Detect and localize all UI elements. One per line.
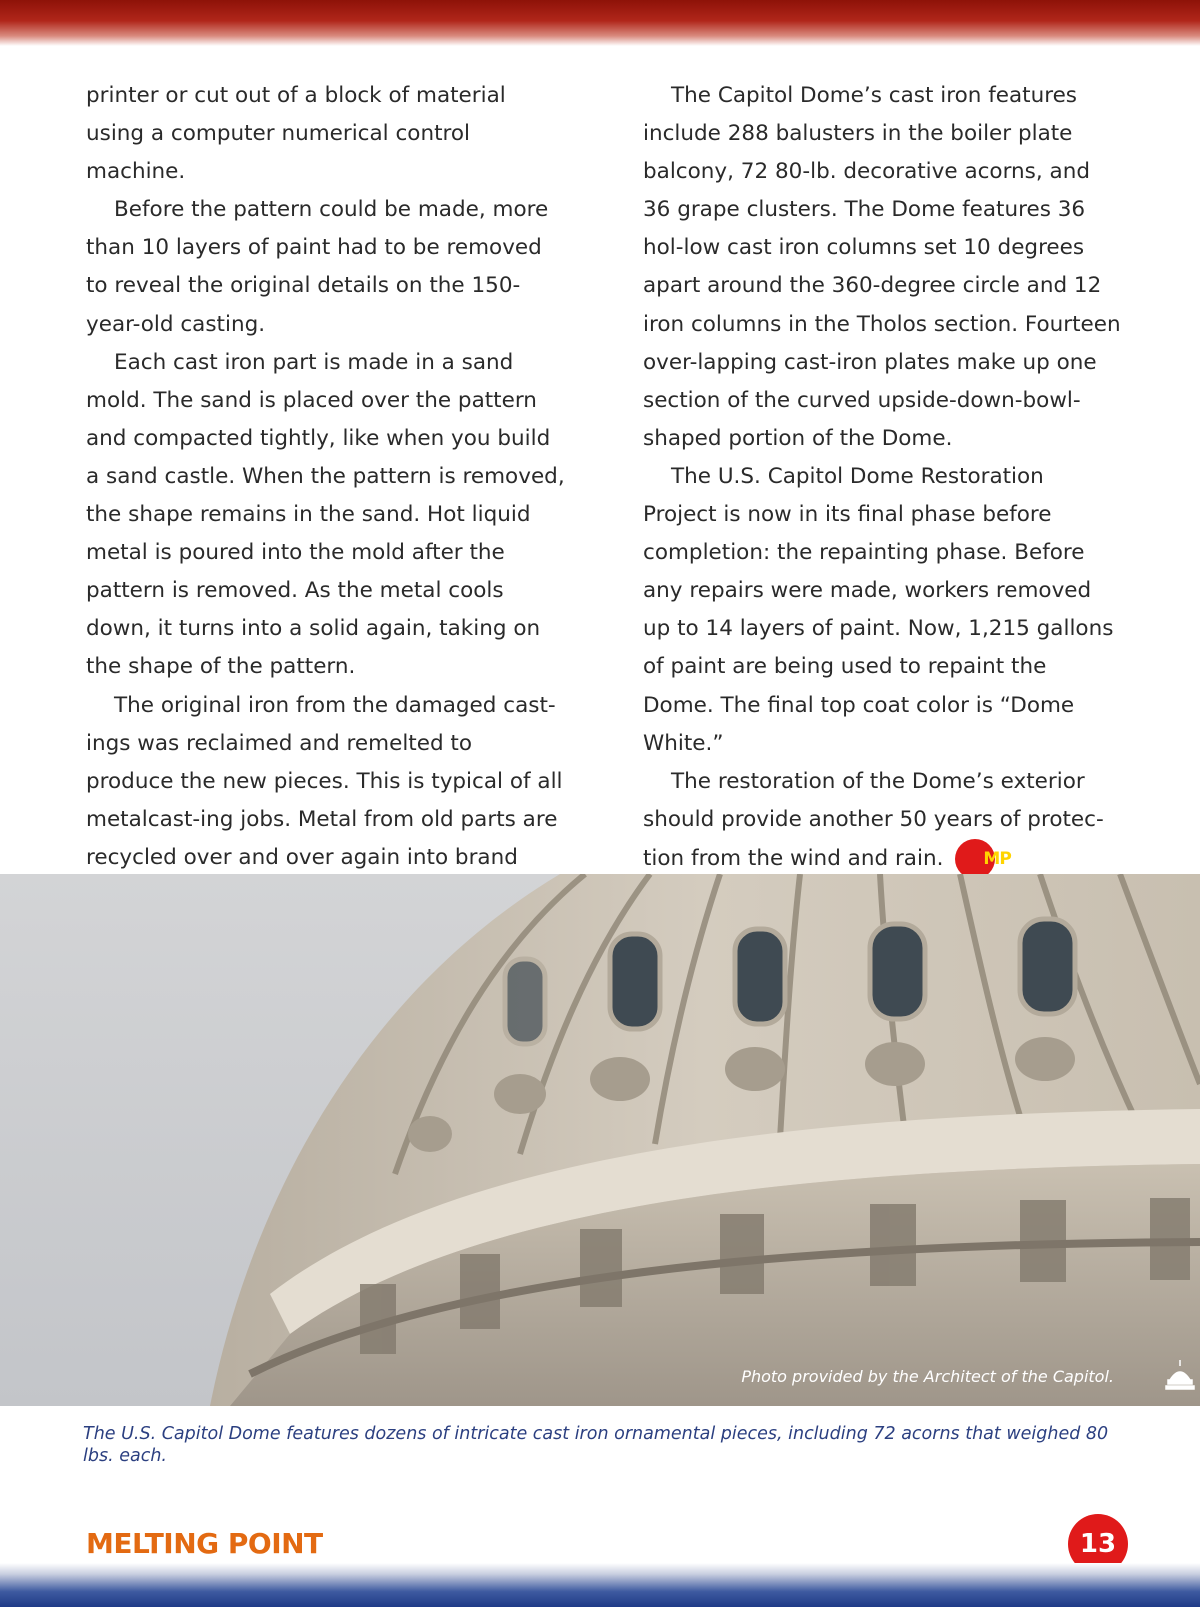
mp-end-badge: MP xyxy=(955,839,995,879)
photo-caption: The U.S. Capitol Dome features dozens of intricate cast iron ornamental pieces, including 72 acorns that weighed 80 lbs. each. xyxy=(83,1424,1109,1466)
page-number: 13 xyxy=(1068,1514,1128,1574)
top-banner xyxy=(0,0,1200,46)
photo-credit: Photo provided by the Architect of the Capitol. xyxy=(741,1367,1114,1386)
left-paragraph-4: The original iron from the damaged cast-ings was reclaimed and remelted to produce the new pieces. This is typical of all metalcast-ing jobs. Metal from old parts are recycled over and over again into brand xyxy=(86,692,563,870)
left-paragraph-3: Each cast iron part is made in a sand mold. The sand is placed over the pattern and compacted tightly, like when you build a sand castle. When the pattern is removed, the shape remains in the sand. Hot liquid metal is poured into the mold after the pattern is removed. As the metal cools down, it turns into a solid again, taking on the shape of the pattern. xyxy=(86,349,565,680)
right-paragraph-3 xyxy=(643,763,1123,879)
capitol-watermark-icon xyxy=(1162,1358,1198,1398)
right-paragraph-2: The U.S. Capitol Dome Restoration Project is now in its final phase before completion: the repainting phase. Before any repairs were made, workers removed up to 14 layers of paint. Now, 1,215 gallons of paint are being used to repaint the Dome. The final top coat color is “Dome White.” xyxy=(643,463,1114,756)
right-paragraph-3-text: The restoration of the Dome’s exterior should provide another 50 years of protec-tion from the wind and rain. xyxy=(643,768,1104,871)
right-column xyxy=(643,77,1123,879)
left-paragraph-1: printer or cut out of a block of material using a computer numerical control machine. xyxy=(86,83,506,185)
capitol-dome-photo xyxy=(0,874,1200,1406)
dome-illustration xyxy=(0,874,1200,1406)
bottom-banner xyxy=(0,1563,1200,1607)
magazine-title: MELTING POINT xyxy=(86,1527,323,1560)
right-paragraph-1: The Capitol Dome’s cast iron features include 288 balusters in the boiler plate balcony, 72 80-lb. decorative acorns, and 36 grape clusters. The Dome features 36 hol-low cast iron columns set 10 degrees apart around the 360-degree circle and 12 iron columns in the Tholos section. Fourteen over-lapping cast-iron plates make up one section of the curved upside-down-bowl-shaped portion of the Dome. xyxy=(643,83,1121,451)
left-column xyxy=(86,77,566,915)
left-paragraph-2: Before the pattern could be made, more than 10 layers of paint had to be removed to reveal the original details on the 150-year-old casting. xyxy=(86,197,549,337)
